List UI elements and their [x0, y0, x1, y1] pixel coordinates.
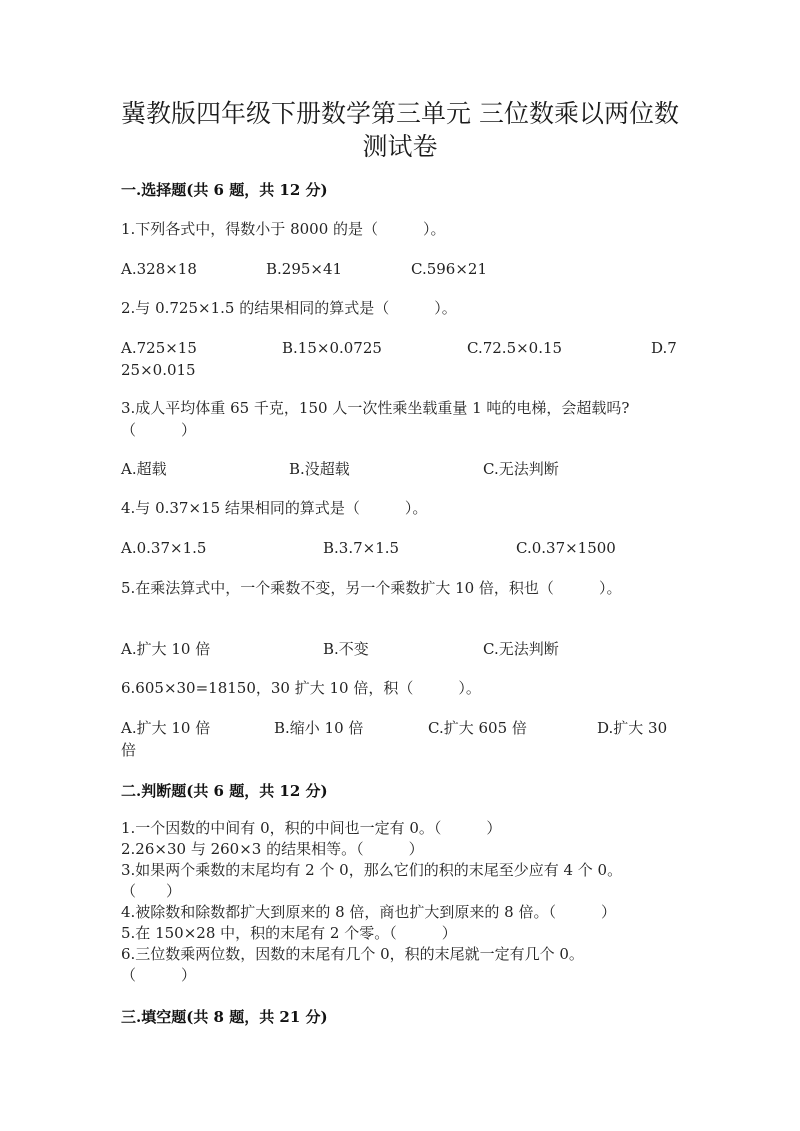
q2-option-d: D.7: [651, 339, 677, 357]
question-6: 6.605×30=18150，30 扩大 10 倍，积（ ）。: [121, 679, 481, 697]
judge-item-3-blank: （ ）: [121, 882, 182, 900]
q2-option-c: C.72.5×0.15: [467, 339, 563, 357]
question-5: 5.在乘法算式中，一个乘数不变，另一个乘数扩大 10 倍，积也（ ）。: [121, 579, 622, 597]
judge-item-1: 1.一个因数的中间有 0，积的中间也一定有 0。（ ）: [121, 819, 502, 837]
judge-item-6: 6.三位数乘两位数，因数的末尾有几个 0，积的末尾就一定有几个 0。: [121, 945, 584, 963]
q5-option-b: B.不变: [323, 640, 369, 658]
judge-item-6-blank: （ ）: [121, 966, 197, 984]
section1-heading: 一.选择题(共 6 题，共 12 分): [121, 181, 328, 199]
q3-option-b: B.没超载: [289, 460, 350, 478]
question-3-blank: （ ）: [121, 421, 197, 439]
judge-item-3: 3.如果两个乘数的末尾均有 2 个 0，那么它们的积的末尾至少应有 4 个 0。: [121, 861, 623, 879]
exam-title-line1: 冀教版四年级下册数学第三单元 三位数乘以两位数: [121, 99, 679, 128]
q5-option-a: A.扩大 10 倍: [121, 640, 211, 658]
q4-option-b: B.3.7×1.5: [323, 539, 400, 557]
question-4: 4.与 0.37×15 结果相同的算式是（ ）。: [121, 499, 428, 517]
q6-option-d-wrap: 倍: [121, 741, 137, 759]
q4-option-a: A.0.37×1.5: [121, 539, 207, 557]
q6-option-a: A.扩大 10 倍: [121, 719, 211, 737]
section2-heading: 二.判断题(共 6 题，共 12 分): [121, 782, 328, 800]
q6-option-c: C.扩大 605 倍: [428, 719, 527, 737]
q2-option-d-wrap: 25×0.015: [121, 361, 196, 379]
q3-option-c: C.无法判断: [483, 460, 559, 478]
section3-heading: 三.填空题(共 8 题，共 21 分): [121, 1008, 328, 1026]
q1-option-c: C.596×21: [411, 260, 487, 278]
exam-title-line2: 测试卷: [362, 132, 438, 161]
q2-option-a: A.725×15: [121, 339, 197, 357]
question-3: 3.成人平均体重 65 千克，150 人一次性乘坐载重量 1 吨的电梯，会超载吗?: [121, 399, 630, 417]
q6-option-d: D.扩大 30: [597, 719, 668, 737]
judge-item-2: 2.26×30 与 260×3 的结果相等。（ ）: [121, 840, 424, 858]
q2-option-b: B.15×0.0725: [282, 339, 382, 357]
question-1: 1.下列各式中，得数小于 8000 的是（ ）。: [121, 220, 446, 238]
q1-option-a: A.328×18: [121, 260, 197, 278]
q1-option-b: B.295×41: [266, 260, 343, 278]
q3-option-a: A.超载: [121, 460, 167, 478]
q6-option-b: B.缩小 10 倍: [274, 719, 364, 737]
q5-option-c: C.无法判断: [483, 640, 559, 658]
judge-item-5: 5.在 150×28 中，积的末尾有 2 个零。（ ）: [121, 924, 457, 942]
judge-item-4: 4.被除数和除数都扩大到原来的 8 倍，商也扩大到原来的 8 倍。（ ）: [121, 903, 616, 921]
q4-option-c: C.0.37×1500: [516, 539, 616, 557]
question-2: 2.与 0.725×1.5 的结果相同的算式是（ ）。: [121, 299, 457, 317]
